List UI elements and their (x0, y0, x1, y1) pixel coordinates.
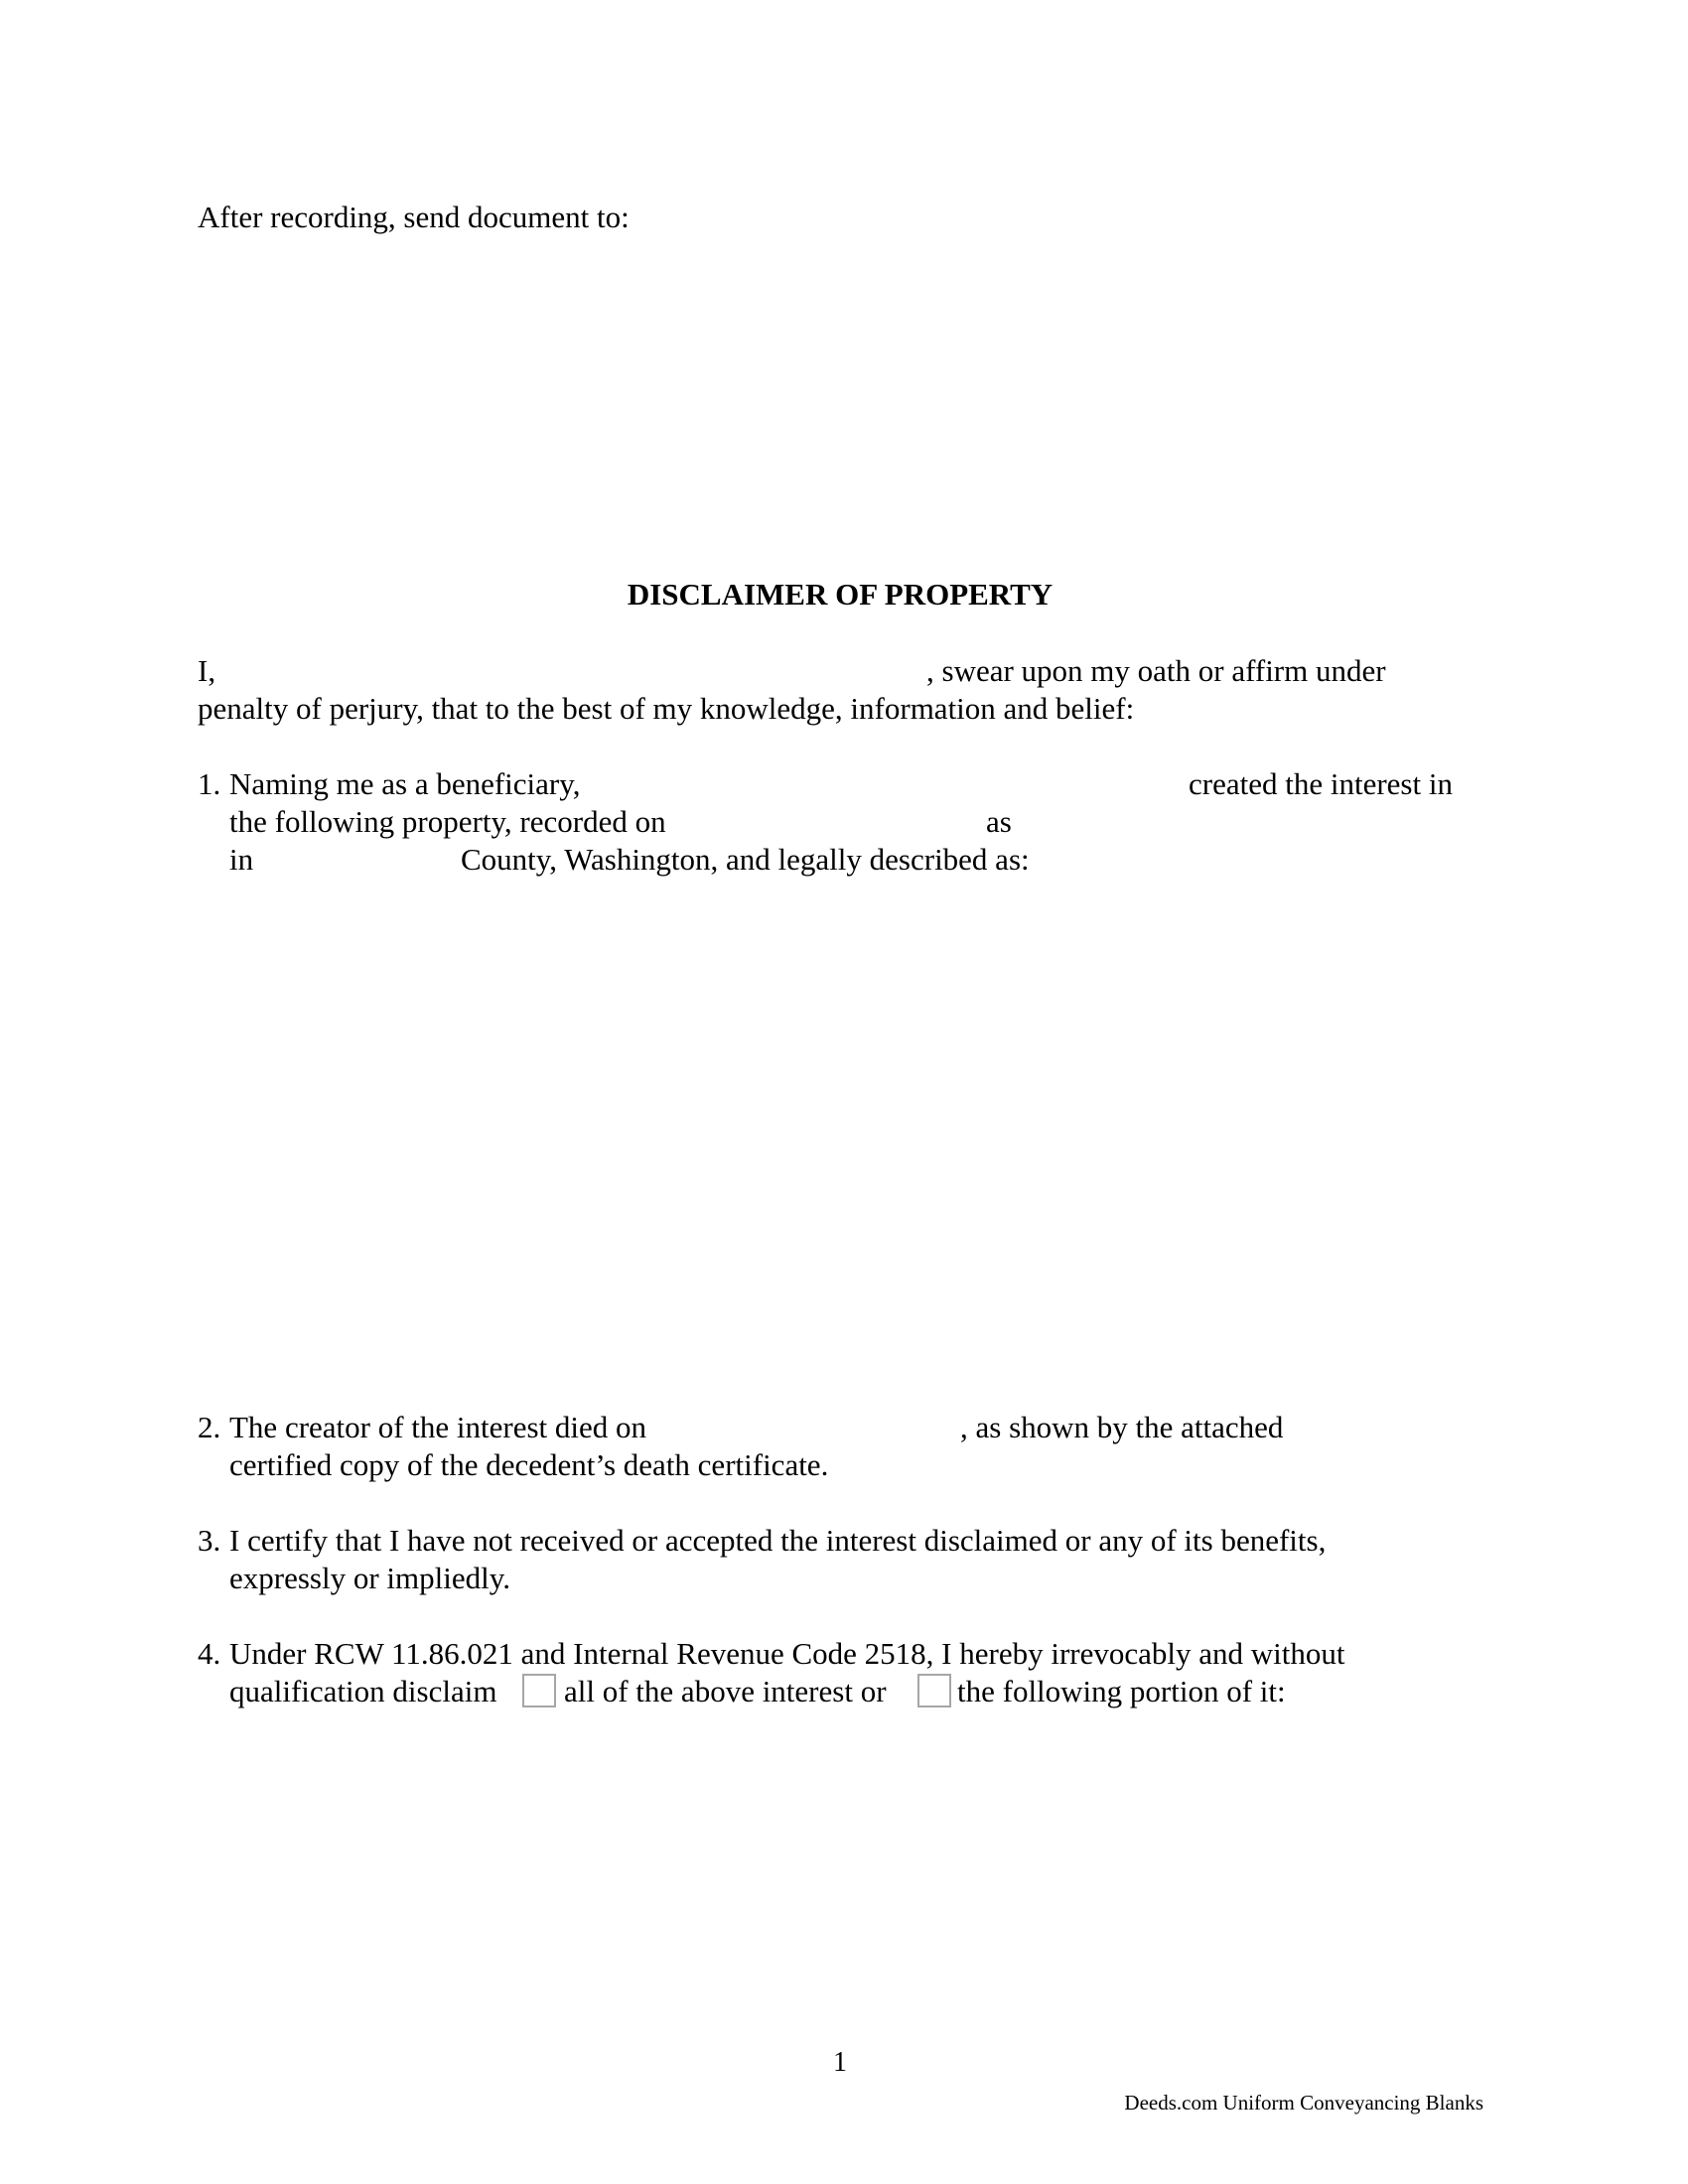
item1-line1-prefix: Naming me as a beneficiary, (229, 766, 581, 801)
legal-description-area[interactable] (229, 893, 1471, 1370)
footer-text: Deeds.com Uniform Conveyancing Blanks (1124, 2091, 1483, 2115)
county-field[interactable] (260, 844, 459, 874)
disclaim-portion-checkbox[interactable] (917, 1674, 951, 1707)
item4-number: 4. (198, 1636, 221, 1671)
item2-line1-suffix: , as shown by the attached (960, 1410, 1284, 1444)
declarant-name-field[interactable] (223, 655, 918, 685)
return-address-label: After recording, send document to: (198, 200, 630, 234)
intro-line2: penalty of perjury, that to the best of my knowledge, information and belief: (198, 691, 1135, 726)
item2-line2: certified copy of the decedent’s death certificate. (229, 1447, 829, 1482)
item4-line1: Under RCW 11.86.021 and Internal Revenue Code 2518, I hereby irrevocably and without (229, 1636, 1345, 1671)
item1-number: 1. (198, 766, 221, 801)
item3-line1: I certify that I have not received or accepted the interest disclaimed or any of its benefits, (229, 1523, 1327, 1558)
item3-line2: expressly or impliedly. (229, 1561, 510, 1595)
item1-line2-prefix: the following property, recorded on (229, 804, 666, 839)
item4-line2-part2: all of the above interest or (564, 1674, 887, 1708)
item2-number: 2. (198, 1410, 221, 1444)
item4-line2-part3: the following portion of it: (957, 1674, 1286, 1708)
intro-prefix: I, (198, 653, 216, 688)
creator-name-field[interactable] (616, 768, 1172, 798)
date-of-death-field[interactable] (685, 1412, 953, 1441)
item1-line3-prefix: in (229, 842, 254, 877)
page-number: 1 (833, 2047, 847, 2078)
intro-suffix: , swear upon my oath or affirm under (926, 653, 1386, 688)
item4-line2-part1: qualification disclaim (229, 1674, 497, 1708)
disclaim-all-checkbox[interactable] (522, 1674, 556, 1707)
item1-line3-suffix: County, Washington, and legally described as: (461, 842, 1030, 877)
item1-line1-suffix: created the interest in (1189, 766, 1453, 801)
item3-number: 3. (198, 1523, 221, 1558)
document-title: DISCLAIMER OF PROPERTY (627, 577, 1054, 612)
item2-line1-prefix: The creator of the interest died on (229, 1410, 647, 1444)
item1-line2-suffix: as (986, 804, 1012, 839)
